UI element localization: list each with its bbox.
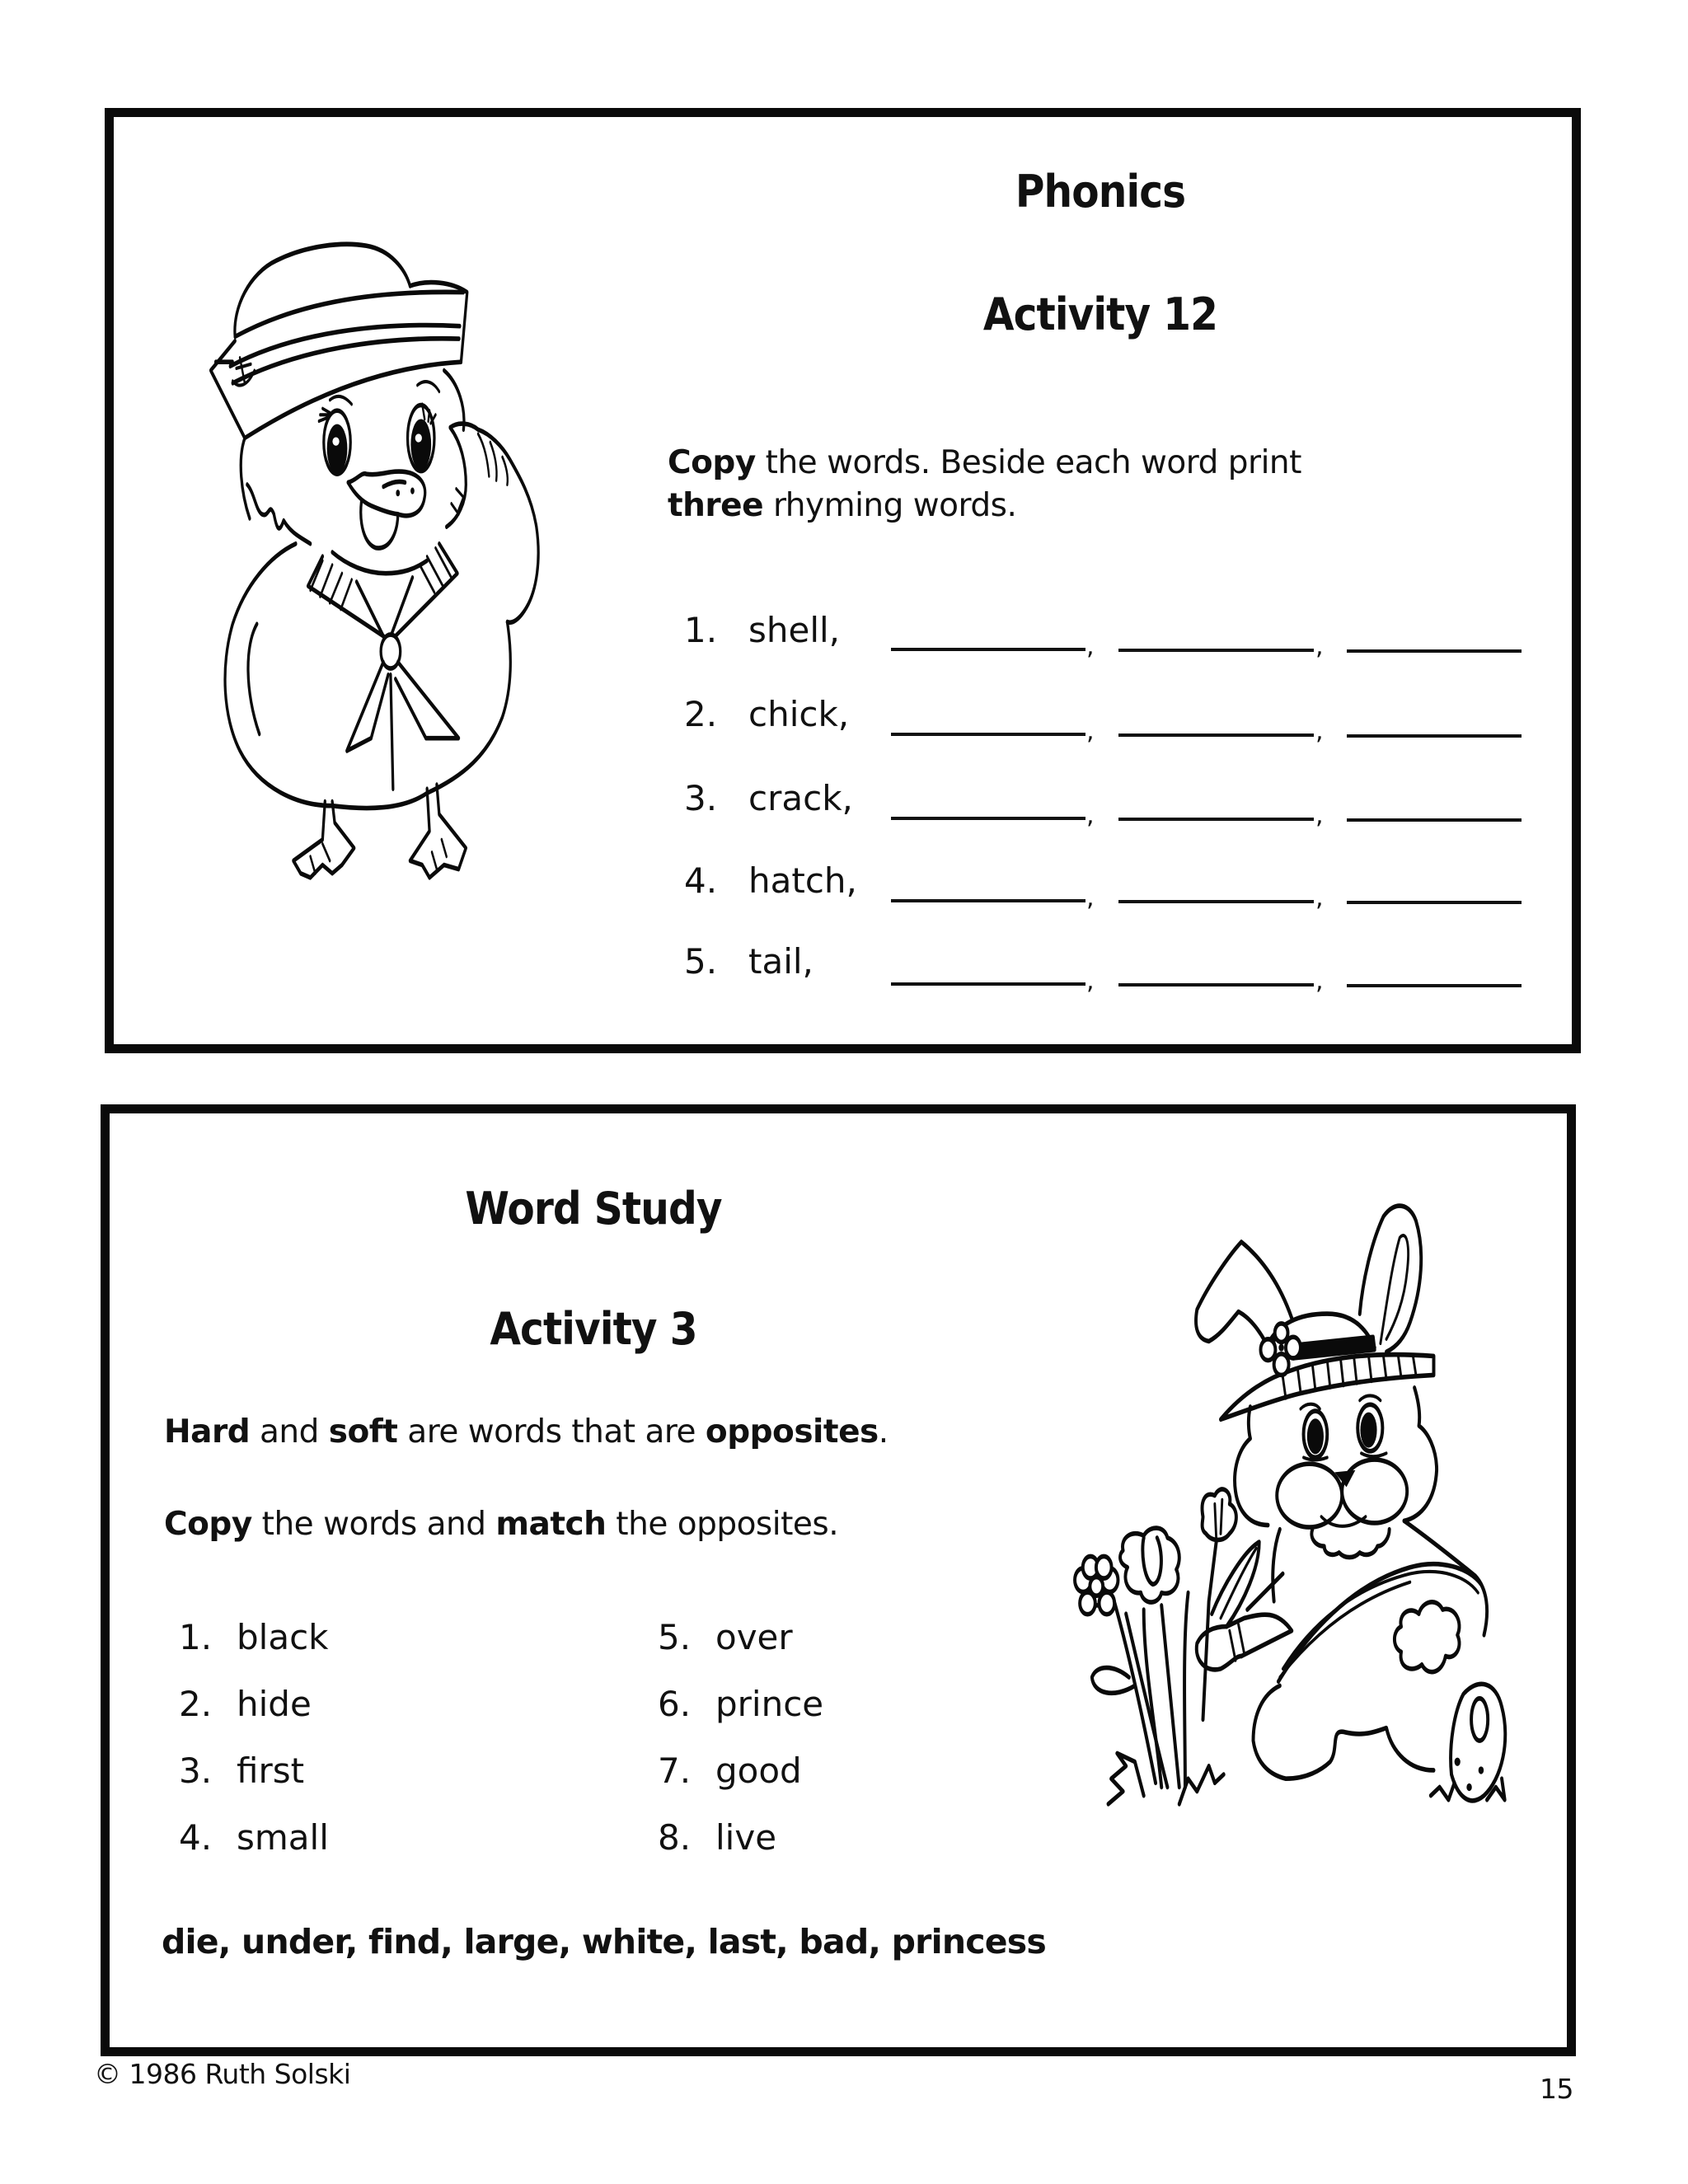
answer-blank[interactable] — [1347, 984, 1522, 987]
sailor-duck-icon — [196, 223, 575, 882]
answer-blank[interactable] — [1347, 734, 1522, 738]
item-number: 8. — [658, 1817, 692, 1858]
word-study-intro: Hard and soft are words that are opposites. — [164, 1413, 889, 1451]
item-number: 1. — [684, 610, 718, 650]
answer-blank[interactable] — [1347, 649, 1522, 653]
answer-blank[interactable] — [891, 982, 1085, 986]
item-number: 7. — [658, 1750, 692, 1791]
item-word: live — [715, 1817, 777, 1858]
item-word: small — [237, 1817, 329, 1858]
item-number: 1. — [179, 1617, 213, 1657]
answer-blank[interactable] — [891, 648, 1085, 651]
item-number: 3. — [684, 778, 718, 818]
bunny-with-flowers-icon — [1055, 1179, 1517, 1838]
instruction-keyword-copy: Copy — [164, 1506, 252, 1543]
word-study-instruction: Copy the words and match the opposites. — [164, 1506, 839, 1543]
item-word: shell, — [748, 610, 841, 650]
blank-separator: , — [1086, 717, 1095, 746]
item-number: 5. — [658, 1617, 692, 1657]
answer-blank[interactable] — [1118, 649, 1314, 652]
phonics-heading: Phonics — [1015, 166, 1186, 218]
blank-separator: , — [1315, 967, 1324, 996]
phonics-instruction: Copy the words. Beside each word print three rhyming words. — [668, 444, 1301, 524]
intro-keyword-soft: soft — [328, 1413, 398, 1451]
item-word: black — [237, 1617, 329, 1657]
item-number: 5. — [684, 941, 718, 982]
item-word: tail, — [748, 941, 814, 982]
answer-blank[interactable] — [1347, 818, 1522, 822]
item-word: good — [715, 1750, 802, 1791]
blank-separator: , — [1315, 801, 1324, 830]
item-word: hide — [237, 1684, 312, 1724]
item-number: 3. — [179, 1750, 213, 1791]
item-word: prince — [715, 1684, 824, 1724]
word-study-heading: Word Study — [465, 1183, 722, 1235]
answer-word-bank: die, under, find, large, white, last, bad, princess — [162, 1922, 1046, 1961]
intro-keyword-hard: Hard — [164, 1413, 251, 1451]
blank-separator: , — [1086, 801, 1095, 830]
blank-separator: , — [1315, 883, 1324, 912]
instruction-keyword-copy: Copy — [668, 444, 756, 481]
copyright-notice: © 1986 Ruth Solski — [94, 2058, 351, 2090]
page-number: 15 — [1540, 2073, 1573, 2105]
blank-separator: , — [1086, 632, 1095, 661]
item-number: 2. — [179, 1684, 213, 1724]
item-number: 2. — [684, 694, 718, 734]
instruction-keyword-three: three — [668, 487, 764, 524]
answer-blank[interactable] — [1118, 900, 1314, 903]
instruction-keyword-match: match — [495, 1506, 607, 1543]
item-number: 4. — [179, 1817, 213, 1858]
answer-blank[interactable] — [891, 899, 1085, 902]
item-number: 4. — [684, 860, 718, 901]
blank-separator: , — [1086, 883, 1095, 912]
intro-keyword-opposites: opposites — [705, 1413, 879, 1451]
item-word: hatch, — [748, 860, 857, 901]
answer-blank[interactable] — [1347, 901, 1522, 904]
item-word: first — [237, 1750, 305, 1791]
answer-blank[interactable] — [1118, 818, 1314, 821]
answer-blank[interactable] — [891, 817, 1085, 820]
answer-blank[interactable] — [891, 733, 1085, 736]
phonics-activity-number: Activity 12 — [982, 288, 1218, 340]
item-word: chick, — [748, 694, 850, 734]
word-study-activity-number: Activity 3 — [490, 1303, 697, 1355]
item-word: crack, — [748, 778, 853, 818]
item-number: 6. — [658, 1684, 692, 1724]
blank-separator: , — [1315, 717, 1324, 746]
blank-separator: , — [1086, 967, 1095, 996]
item-word: over — [715, 1617, 793, 1657]
answer-blank[interactable] — [1118, 733, 1314, 737]
blank-separator: , — [1315, 632, 1324, 661]
answer-blank[interactable] — [1118, 983, 1314, 987]
